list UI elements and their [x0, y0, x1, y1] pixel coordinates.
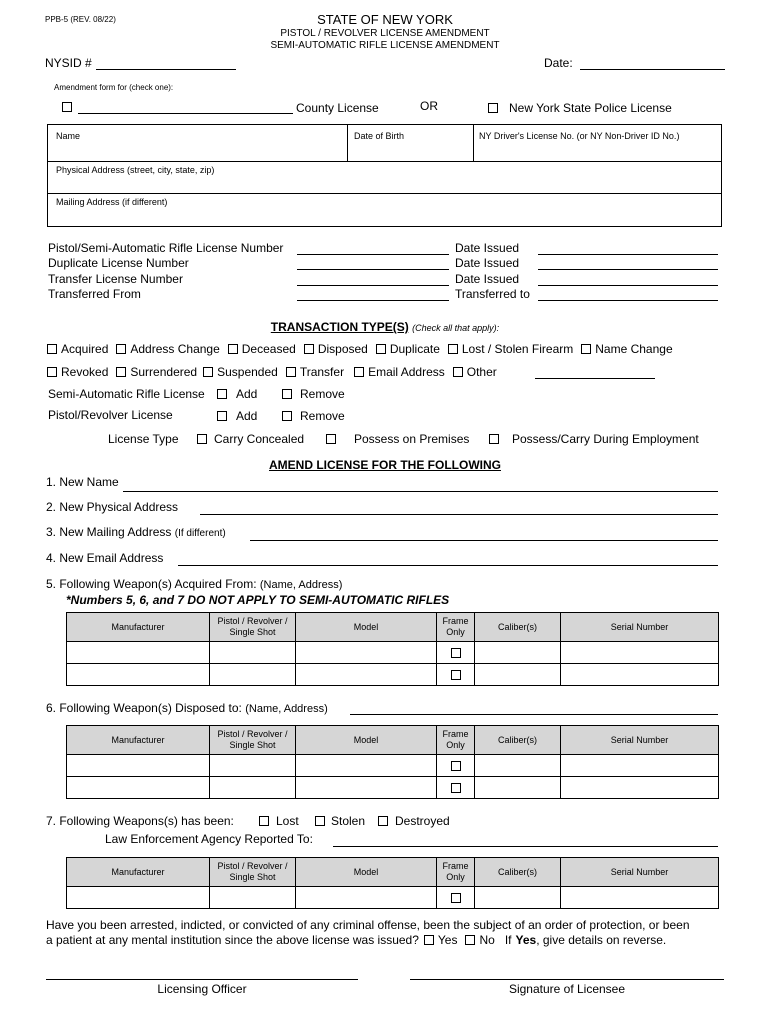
table-row	[67, 887, 719, 909]
frame-only-checkbox[interactable]	[451, 648, 461, 658]
date-issued-field[interactable]	[538, 254, 718, 255]
if-different-note: (If different)	[174, 528, 226, 539]
state-police-checkbox[interactable]	[488, 103, 498, 113]
duplicate-checkbox[interactable]	[376, 344, 386, 354]
serial-header: Serial Number	[561, 726, 719, 755]
date-issued-label: Date Issued	[455, 241, 520, 255]
type-header-line1: Pistol / Revolver /	[217, 729, 288, 739]
transferred-to-label: Transferred to	[455, 287, 530, 301]
email-address-label: Email Address	[368, 365, 445, 379]
amendment-label: Amendment form for (check one):	[54, 83, 174, 92]
destroyed-label: Destroyed	[395, 814, 450, 828]
transaction-heading	[0, 320, 770, 334]
type-cell[interactable]	[210, 777, 296, 799]
state-title: STATE OF NEW YORK	[317, 12, 453, 27]
date-issued-label: Date Issued	[455, 256, 520, 270]
form-title-1: PISTOL / REVOLVER LICENSE AMENDMENT	[280, 28, 490, 39]
serial-cell[interactable]	[561, 664, 719, 686]
pistol-remove-checkbox[interactable]	[282, 411, 292, 421]
manufacturer-cell[interactable]	[67, 642, 210, 664]
duplicate-number-label: Duplicate License Number	[48, 256, 189, 270]
nysid-field[interactable]	[96, 69, 236, 70]
frame-only-checkbox[interactable]	[451, 783, 461, 793]
divider	[473, 124, 474, 161]
lost-checkbox[interactable]	[259, 816, 269, 826]
frame-header-line1: Frame	[442, 729, 469, 739]
new-physical-address-field[interactable]	[200, 514, 718, 515]
new-email-label: 4. New Email Address	[46, 551, 164, 565]
license-number-field[interactable]	[297, 254, 449, 255]
acquired-from-label	[46, 577, 342, 591]
agency-label: Law Enforcement Agency Reported To:	[105, 832, 313, 846]
divider	[47, 161, 722, 162]
manufacturer-header: Manufacturer	[67, 613, 210, 642]
transaction-row-1	[47, 342, 673, 356]
caliber-header: Caliber(s)	[475, 858, 561, 887]
acquired-from-note: (Name, Address)	[259, 579, 343, 591]
serial-cell[interactable]	[561, 887, 719, 909]
deceased-label: Deceased	[241, 342, 296, 356]
deceased-checkbox[interactable]	[228, 344, 238, 354]
amend-title: AMEND LICENSE FOR THE FOLLOWING	[269, 458, 501, 472]
caliber-cell[interactable]	[475, 642, 561, 664]
license-type-label: License Type	[108, 432, 179, 446]
disposed-to-note: (Name, Address)	[245, 703, 328, 715]
arrest-question-line2	[46, 933, 666, 947]
model-cell[interactable]	[296, 777, 437, 799]
transferred-from-label: Transferred From	[48, 287, 141, 301]
date-label: Date:	[544, 56, 573, 70]
caliber-cell[interactable]	[475, 887, 561, 909]
rifle-add-checkbox[interactable]	[217, 389, 227, 399]
stolen-checkbox[interactable]	[315, 816, 325, 826]
new-name-label: 1. New Name	[46, 475, 119, 489]
transfer-label: Transfer	[299, 365, 345, 379]
county-checkbox[interactable]	[62, 102, 72, 112]
frame-header-line1: Frame	[442, 861, 469, 871]
new-email-field[interactable]	[178, 565, 718, 566]
rifle-license-label: Semi-Automatic Rifle License	[48, 387, 205, 401]
semi-auto-note: *Numbers 5, 6, and 7 DO NOT APPLY TO SEMI-AUTOMATIC RIFLES	[66, 593, 450, 607]
type-header-line1: Pistol / Revolver /	[217, 861, 288, 871]
frame-cell	[437, 755, 475, 777]
address-change-label: Address Change	[130, 342, 220, 356]
frame-only-checkbox[interactable]	[451, 670, 461, 680]
table-header-row	[67, 726, 719, 755]
table-row	[67, 642, 719, 664]
arrest-question-text: a patient at any mental institution since the above license was issued?	[46, 933, 419, 947]
acquired-checkbox[interactable]	[47, 344, 57, 354]
new-physical-address-label: 2. New Physical Address	[46, 500, 179, 514]
email-address-checkbox[interactable]	[354, 367, 364, 377]
frame-header	[437, 726, 475, 755]
pistol-add-checkbox[interactable]	[217, 411, 227, 421]
county-license-label: County License	[296, 101, 379, 115]
name-field-label[interactable]: Name	[56, 131, 81, 141]
weapons-acquired-table	[66, 612, 719, 686]
surrendered-checkbox[interactable]	[116, 367, 126, 377]
pistol-license-label: Pistol/Revolver License	[48, 408, 173, 422]
other-checkbox[interactable]	[453, 367, 463, 377]
type-header	[210, 858, 296, 887]
or-label: OR	[420, 99, 438, 113]
frame-header	[437, 858, 475, 887]
rifle-remove-checkbox[interactable]	[282, 389, 292, 399]
duplicate-label: Duplicate	[389, 342, 440, 356]
type-header-line2: Single Shot	[229, 872, 276, 882]
frame-only-checkbox[interactable]	[451, 761, 461, 771]
rifle-add-label: Add	[236, 387, 258, 401]
transfer-number-label: Transfer License Number	[48, 272, 183, 286]
caliber-cell[interactable]	[475, 664, 561, 686]
caliber-header: Caliber(s)	[475, 726, 561, 755]
stolen-label: Stolen	[331, 814, 366, 828]
revoked-label: Revoked	[61, 365, 109, 379]
new-mailing-address-label	[46, 525, 226, 539]
yes-label: Yes	[437, 933, 458, 947]
if-yes-text: Yes	[515, 933, 537, 947]
if-text: If	[504, 933, 512, 947]
model-header: Model	[296, 613, 437, 642]
manufacturer-cell[interactable]	[67, 887, 210, 909]
weapons-disposed-table	[66, 725, 719, 799]
serial-cell[interactable]	[561, 777, 719, 799]
form-code: PPB-5 (REV. 08/22)	[45, 15, 116, 24]
county-name-field[interactable]	[78, 113, 293, 114]
pistol-add-label: Add	[236, 409, 258, 423]
form-title-2: SEMI-AUTOMATIC RIFLE LICENSE AMENDMENT	[270, 40, 500, 51]
possess-employment-label: Possess/Carry During Employment	[512, 432, 699, 446]
dob-field-label[interactable]: Date of Birth	[354, 131, 405, 141]
type-cell[interactable]	[210, 664, 296, 686]
possess-premises-label: Possess on Premises	[354, 432, 470, 446]
type-header-line2: Single Shot	[229, 740, 276, 750]
arrest-question-line1: Have you been arrested, indicted, or convicted of any criminal offense, been the subject of an order of protection, or been	[46, 918, 690, 932]
transaction-row-2	[47, 365, 497, 379]
type-cell[interactable]	[210, 887, 296, 909]
date-issued-field[interactable]	[538, 269, 718, 270]
serial-header: Serial Number	[561, 858, 719, 887]
suspended-checkbox[interactable]	[203, 367, 213, 377]
officer-signature-line[interactable]	[46, 979, 358, 980]
transferred-from-field[interactable]	[297, 300, 449, 301]
other-field[interactable]	[535, 378, 655, 379]
transfer-checkbox[interactable]	[286, 367, 296, 377]
lost-label: Lost	[276, 814, 299, 828]
frame-header	[437, 613, 475, 642]
physical-address-field-label[interactable]: Physical Address (street, city, state, zip)	[56, 165, 215, 175]
frame-only-checkbox[interactable]	[451, 893, 461, 903]
lost-stolen-label: Lost / Stolen Firearm	[461, 342, 574, 356]
date-issued-field[interactable]	[538, 285, 718, 286]
state-police-label: New York State Police License	[509, 101, 672, 115]
acquired-label: Acquired	[61, 342, 109, 356]
rifle-remove-label: Remove	[300, 387, 345, 401]
table-row	[67, 664, 719, 686]
pistol-remove-label: Remove	[300, 409, 345, 423]
disposed-checkbox[interactable]	[304, 344, 314, 354]
possess-employment-checkbox[interactable]	[489, 434, 499, 444]
licensing-officer-label: Licensing Officer	[157, 982, 247, 996]
type-cell[interactable]	[210, 755, 296, 777]
new-mailing-address-text: 3. New Mailing Address	[46, 525, 172, 539]
frame-header-line2: Only	[446, 627, 465, 637]
suspended-label: Suspended	[217, 365, 278, 379]
destroyed-checkbox[interactable]	[378, 816, 388, 826]
model-header: Model	[296, 858, 437, 887]
licensee-signature-label: Signature of Licensee	[508, 982, 626, 996]
no-label: No	[479, 933, 495, 947]
duplicate-number-field[interactable]	[297, 269, 449, 270]
manufacturer-cell[interactable]	[67, 777, 210, 799]
name-change-label: Name Change	[595, 342, 673, 356]
transaction-note: (Check all that apply):	[412, 323, 500, 333]
carry-concealed-label: Carry Concealed	[214, 432, 305, 446]
revoked-checkbox[interactable]	[47, 367, 57, 377]
manufacturer-header: Manufacturer	[67, 858, 210, 887]
date-issued-label: Date Issued	[455, 272, 520, 286]
license-number-label: Pistol/Semi-Automatic Rifle License Number	[48, 241, 284, 255]
caliber-cell[interactable]	[475, 777, 561, 799]
type-header	[210, 726, 296, 755]
carry-concealed-checkbox[interactable]	[197, 434, 207, 444]
table-row	[67, 755, 719, 777]
details-text: , give details on reverse.	[536, 933, 667, 947]
weapons-lost-table	[66, 857, 719, 909]
name-change-checkbox[interactable]	[581, 344, 591, 354]
yes-checkbox[interactable]	[424, 935, 434, 945]
table-header-row	[67, 613, 719, 642]
disposed-to-text: 6. Following Weapon(s) Disposed to:	[46, 701, 242, 715]
possess-premises-checkbox[interactable]	[326, 434, 336, 444]
frame-header-line2: Only	[446, 740, 465, 750]
mailing-address-field-label[interactable]: Mailing Address (if different)	[56, 197, 168, 207]
table-row	[67, 777, 719, 799]
address-change-checkbox[interactable]	[116, 344, 126, 354]
manufacturer-cell[interactable]	[67, 755, 210, 777]
nysid-label: NYSID #	[45, 56, 92, 70]
manufacturer-header: Manufacturer	[67, 726, 210, 755]
divider	[47, 193, 722, 194]
type-header	[210, 613, 296, 642]
frame-cell	[437, 887, 475, 909]
licensee-signature-line[interactable]	[410, 979, 724, 980]
new-name-field[interactable]	[123, 491, 718, 492]
other-label: Other	[466, 365, 497, 379]
agency-field[interactable]	[333, 846, 718, 847]
manufacturer-cell[interactable]	[67, 664, 210, 686]
frame-cell	[437, 642, 475, 664]
model-header: Model	[296, 726, 437, 755]
transferred-to-field[interactable]	[538, 300, 718, 301]
disposed-to-label	[46, 701, 328, 715]
no-checkbox[interactable]	[465, 935, 475, 945]
disposed-to-field[interactable]	[350, 714, 718, 715]
weapons-status-label: 7. Following Weapons(s) has been:	[46, 814, 234, 828]
caliber-cell[interactable]	[475, 755, 561, 777]
type-header-line2: Single Shot	[229, 627, 276, 637]
divider	[347, 124, 348, 161]
lost-stolen-checkbox[interactable]	[448, 344, 458, 354]
model-cell[interactable]	[296, 755, 437, 777]
table-header-row	[67, 858, 719, 887]
type-header-line1: Pistol / Revolver /	[217, 616, 288, 626]
dl-field-label[interactable]: NY Driver's License No. (or NY Non-Driver ID No.)	[479, 131, 680, 141]
surrendered-label: Surrendered	[130, 365, 198, 379]
transfer-number-field[interactable]	[297, 285, 449, 286]
serial-cell[interactable]	[561, 755, 719, 777]
model-cell[interactable]	[296, 642, 437, 664]
transaction-title: TRANSACTION TYPE(S)	[270, 320, 409, 334]
model-cell[interactable]	[296, 887, 437, 909]
type-cell[interactable]	[210, 642, 296, 664]
disposed-label: Disposed	[317, 342, 368, 356]
frame-cell	[437, 777, 475, 799]
frame-header-line2: Only	[446, 872, 465, 882]
serial-header: Serial Number	[561, 613, 719, 642]
serial-cell[interactable]	[561, 642, 719, 664]
date-field[interactable]	[580, 69, 725, 70]
frame-header-line1: Frame	[442, 616, 469, 626]
caliber-header: Caliber(s)	[475, 613, 561, 642]
frame-cell	[437, 664, 475, 686]
new-mailing-address-field[interactable]	[250, 540, 718, 541]
acquired-from-text: 5. Following Weapon(s) Acquired From:	[46, 577, 257, 591]
model-cell[interactable]	[296, 664, 437, 686]
